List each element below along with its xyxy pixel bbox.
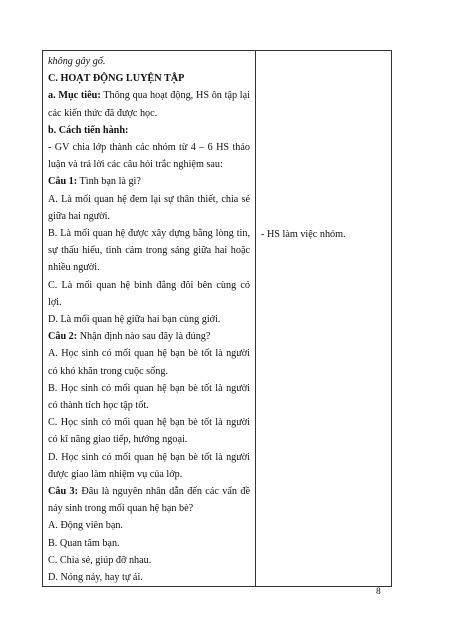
answer-option: B. Là mối quan hệ được xây dựng bằng lòng tin, sự thấu hiểu, tình cảm trong sáng giữa hai hoặc nhiều người. [48, 228, 250, 274]
objective-label: a. Mục tiêu: [48, 90, 101, 102]
answer-option: B. Học sinh có mối quan hệ bạn bè tốt là người có thành tích học tập tốt. [48, 382, 250, 412]
section-title: C. HOẠT ĐỘNG LUYỆN TẬP [48, 73, 185, 85]
answer-option: D. Nóng nảy, hay tự ái. [48, 572, 143, 584]
question-text: Nhận định nào sau đây là đúng? [77, 331, 211, 343]
question-1 [48, 173, 250, 190]
answer-option: D. Học sinh có mối quan hệ bạn bè tốt là người được giao làm nhiệm vụ của lớp. [48, 451, 250, 480]
line-continuation: không gây gổ. [48, 56, 106, 67]
answer-option: C. Chia sẻ, giúp đỡ nhau. [48, 554, 152, 566]
instruction-text: - GV chia lớp thành các nhóm từ 4 – 6 HS thảo luận và trả lời các câu hỏi trắc nghiệm sau: [48, 142, 250, 171]
question-label: Câu 2: [48, 331, 78, 343]
student-activity-cell [256, 51, 392, 587]
answer-option: D. Là mối quan hệ giữa hai bạn cùng giới. [48, 314, 221, 326]
question-text: Đâu là nguyên nhân dẫn đến các vấn đề nảy sinh trong mối quan hệ bạn bè? [48, 486, 250, 515]
objective-text: Thông qua hoạt động, HS ôn tập lại các kiến thức đã được học. [48, 90, 250, 119]
question-3 [48, 483, 250, 517]
question-text: Tình bạn là gì? [77, 176, 141, 188]
question-label: Câu 3: [48, 486, 78, 498]
student-activity-note: - HS làm việc nhóm. [261, 229, 346, 240]
table-row [43, 51, 392, 587]
objective-paragraph [48, 87, 250, 121]
question-label: Câu 1: [48, 176, 78, 188]
answer-option: A. Là mối quan hệ đem lại sự thân thiết, chia sẻ giữa hai người. [48, 193, 250, 222]
page-number: 8 [376, 587, 381, 597]
question-2 [48, 328, 250, 345]
teacher-activity-cell [43, 51, 256, 587]
answer-option: C. Học sinh có mối quan hệ bạn bè tốt là người có kĩ năng giao tiếp, hướng ngoại. [48, 417, 250, 446]
answer-option: C. Là mối quan hệ bình đẳng đôi bên cùng có lợi. [48, 279, 250, 308]
procedure-label: b. Cách tiến hành: [48, 124, 129, 136]
answer-option: B. Quan tâm bạn. [48, 537, 120, 549]
answer-option: A. Động viên bạn. [48, 520, 123, 532]
lesson-table [42, 50, 392, 587]
answer-option: A. Học sinh có mối quan hệ bạn bè tốt là người có khó khăn trong cuộc sống. [48, 348, 250, 377]
